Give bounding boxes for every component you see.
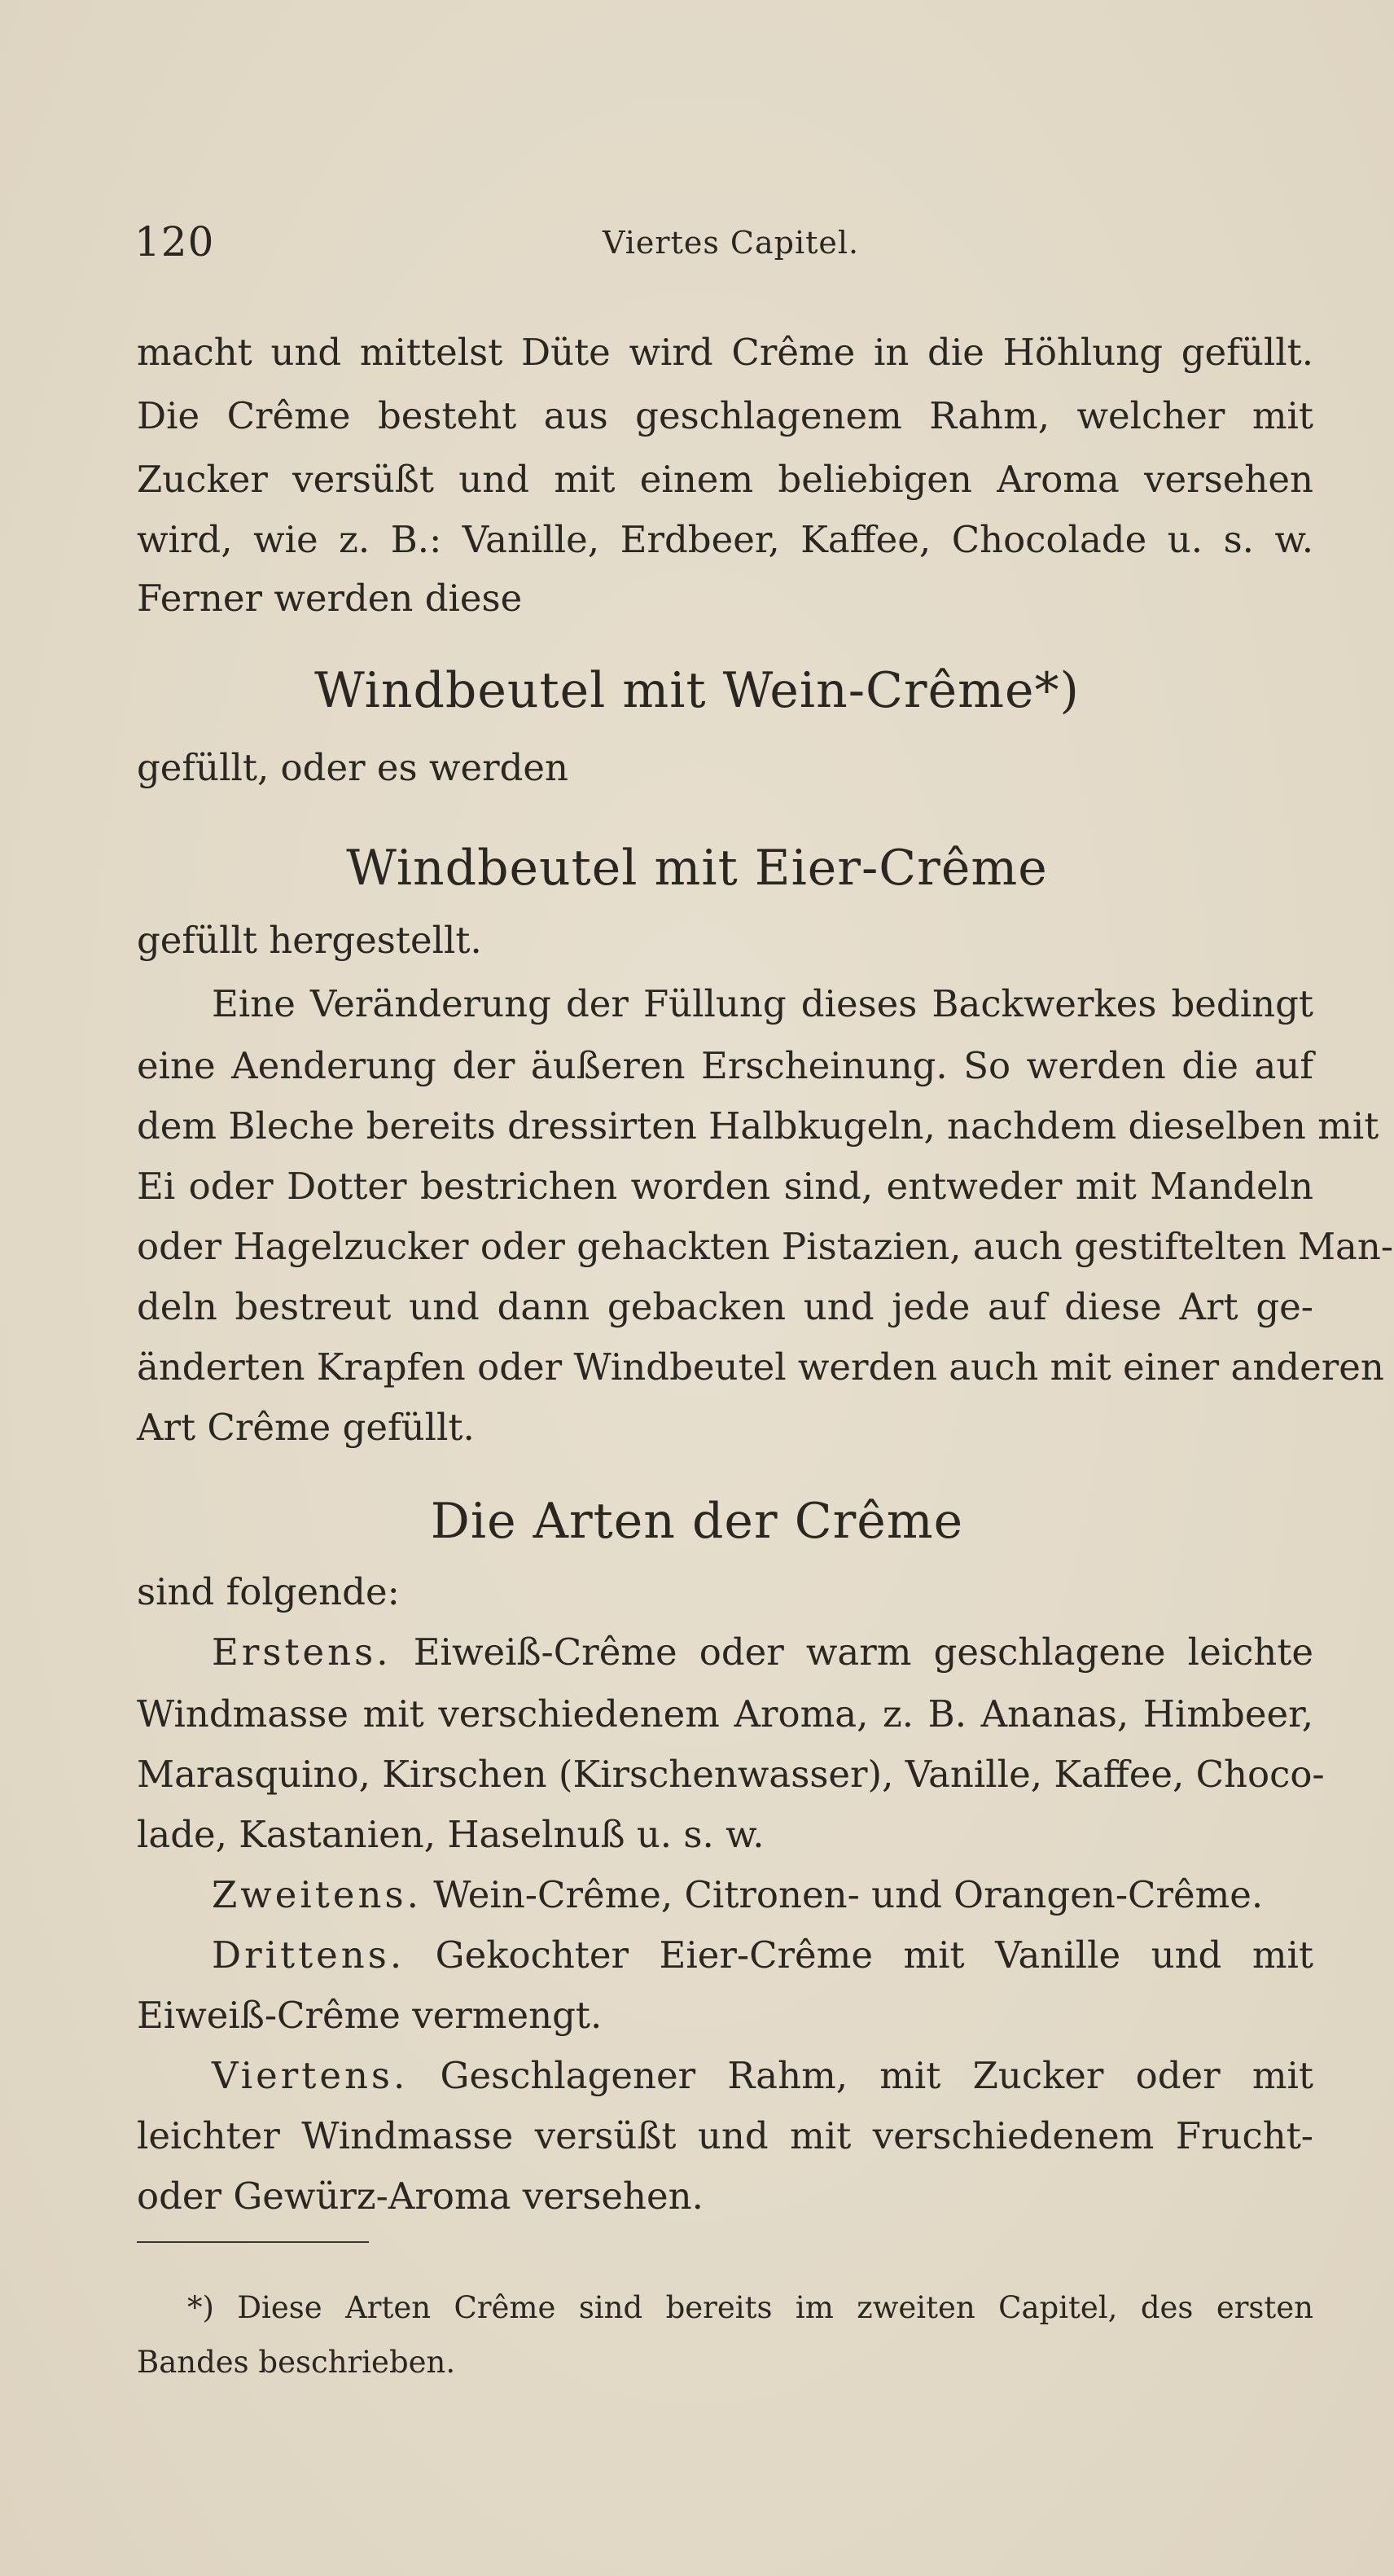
list-item-text: Gekochter Eier-Crême mit Vanille und mit [435,1933,1313,1977]
text-line: gefüllt, oder es werden [137,746,569,789]
text-line: Art Crême gefüllt. [137,1406,475,1449]
text-line: Ferner werden diese [137,577,523,620]
footnote-line: Bandes beschrieben. [137,2345,456,2380]
footnote-line: *) Diese Arten Crême sind bereits im zweiten Capitel, des ersten [187,2290,1313,2325]
list-item-line [212,2054,1313,2097]
text-line: leichter Windmasse versüßt und mit verschiedenem Frucht- [137,2114,1313,2157]
list-item-line [212,1630,1313,1674]
text-line: oder Gewürz-Aroma versehen. [137,2174,704,2218]
text-line: lade, Kastanien, Haselnuß u. s. w. [137,1813,765,1856]
list-item-text: Geschlagener Rahm, mit Zucker oder mit [440,2054,1313,2097]
list-item-label: Zweitens. [212,1873,422,1916]
text-line: wird, wie z. B.: Vanille, Erdbeer, Kaffee, Chocolade u. s. w. [137,518,1313,561]
text-line: Eiweiß-Crême vermengt. [137,1994,603,2037]
section-heading: Windbeutel mit Eier-Crême [346,840,1048,897]
list-item-label: Erstens. [212,1630,392,1674]
text-line: Die Crême besteht aus geschlagenem Rahm, welcher mit [137,394,1313,437]
text-line: deln bestreut und dann gebacken und jede auf diese Art ge- [137,1285,1313,1328]
text-line: Windmasse mit verschiedenem Aroma, z. B. Ananas, Himbeer, [137,1692,1313,1736]
text-line: Eine Veränderung der Füllung dieses Backwerkes bedingt [212,982,1313,1025]
list-item-line [212,1873,1264,1916]
section-heading: Windbeutel mit Wein-Crême*) [314,662,1080,719]
list-item-label: Viertens. [212,2054,409,2097]
list-item-line [212,1933,1313,1977]
text-line: änderten Krapfen oder Windbeutel werden auch mit einer anderen [137,1345,1384,1389]
text-line: Zucker versüßt und mit einem beliebigen Aroma versehen [137,458,1313,501]
text-line: gefüllt hergestellt. [137,919,482,962]
list-item-text: Wein-Crême, Citronen- und Orangen-Crême. [433,1873,1264,1916]
list-item-label: Drittens. [212,1933,405,1977]
page-number: 120 [134,218,215,265]
chapter-title: Viertes Capitel. [603,225,860,261]
running-head [134,218,1299,275]
text-line: dem Bleche bereits dressirten Halbkugeln, nachdem dieselben mit [137,1104,1379,1148]
text-line: oder Hagelzucker oder gehackten Pistazien, auch gestiftelten Man- [137,1225,1394,1268]
text-line: Marasquino, Kirschen (Kirschenwasser), Vanille, Kaffee, Choco- [137,1753,1325,1796]
text-line: sind folgende: [137,1570,400,1613]
text-line: eine Aenderung der äußeren Erscheinung. So werden die auf [137,1044,1313,1087]
text-line: macht und mittelst Düte wird Crême in die Höhlung gefüllt. [137,331,1313,374]
section-heading: Die Arten der Crême [430,1493,964,1550]
text-line: Ei oder Dotter bestrichen worden sind, entweder mit Mandeln [137,1165,1313,1208]
list-item-text: Eiweiß-Crême oder warm geschlagene leichte [413,1630,1313,1674]
footnote-rule [137,2241,369,2243]
